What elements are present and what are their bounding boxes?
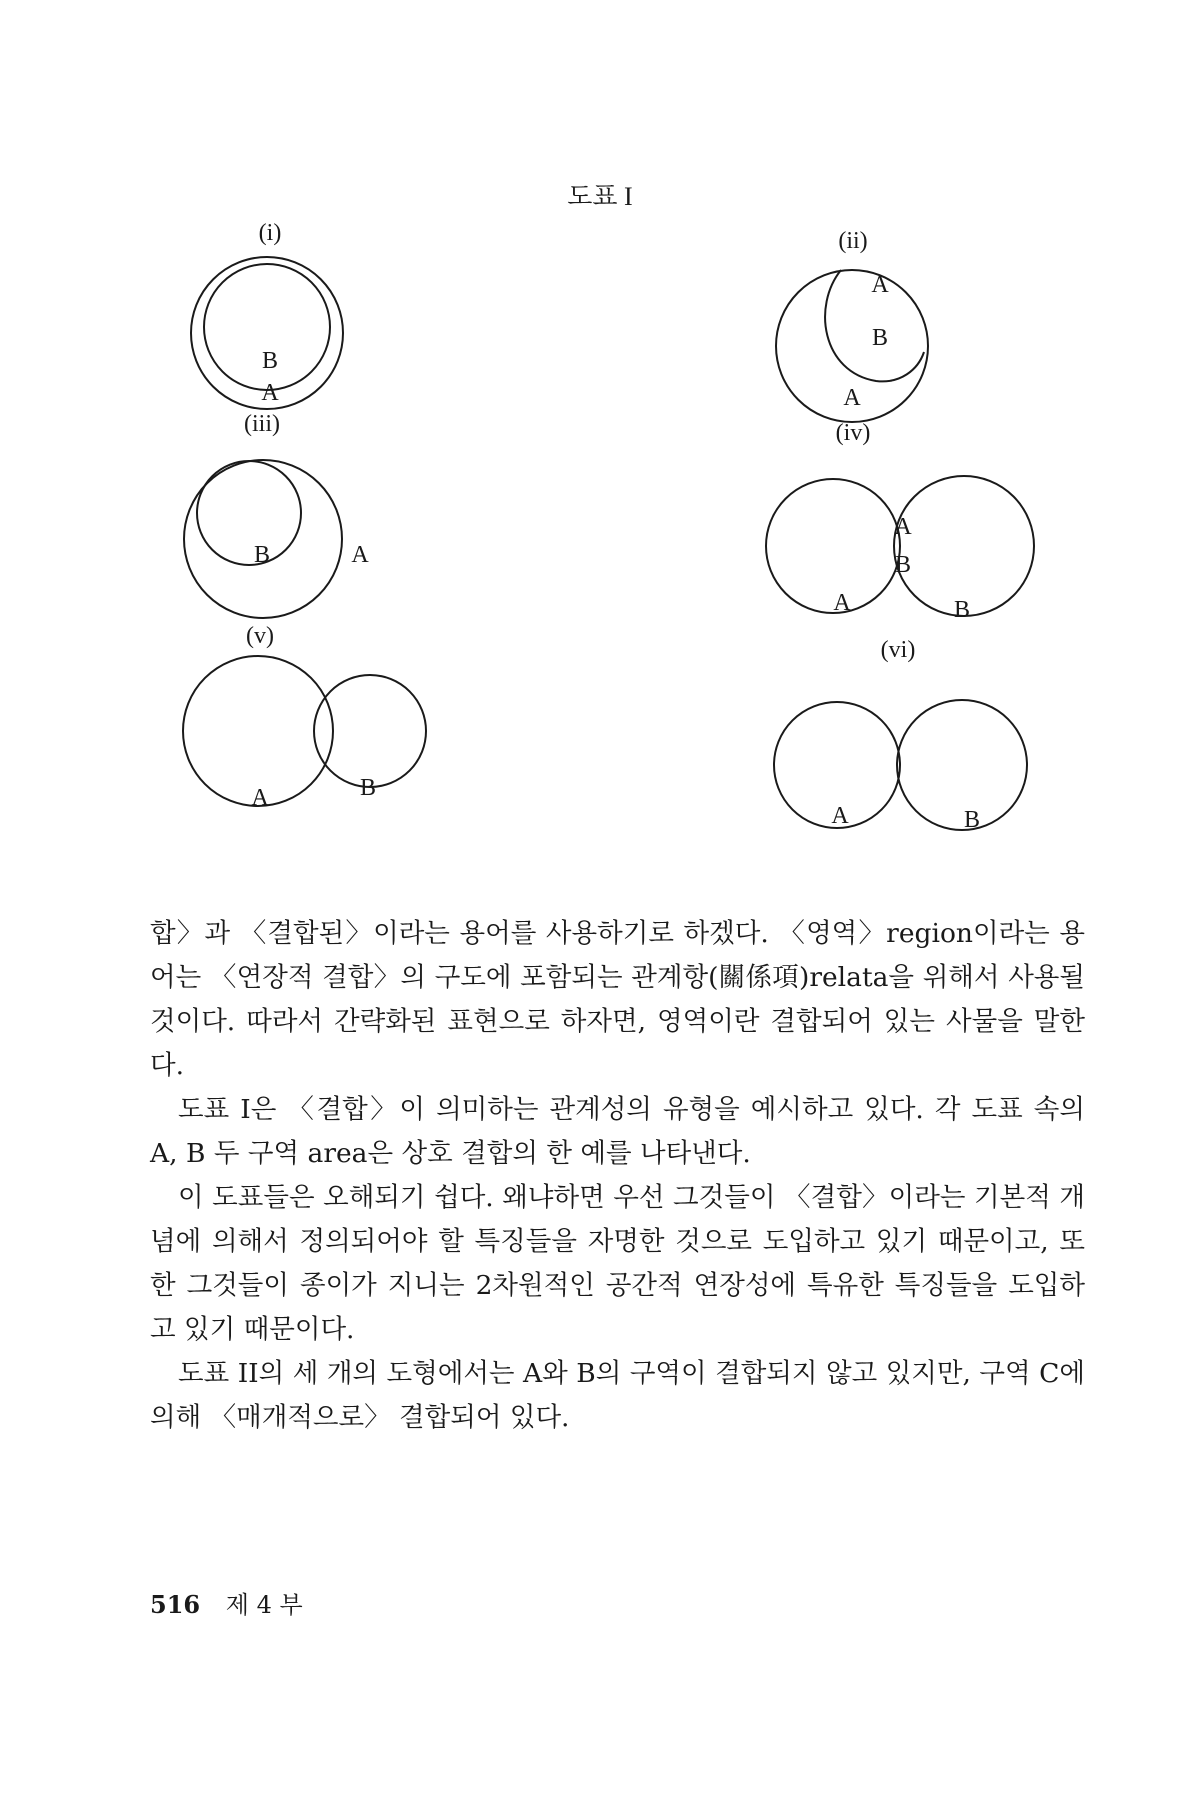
panel-vi-diagram — [774, 700, 1027, 830]
region-label: B — [253, 542, 271, 568]
panel-vi-label: (vi) — [880, 637, 916, 663]
page-number: 516 — [150, 1590, 201, 1619]
panel-i-label: (i) — [258, 220, 282, 246]
region-label: B — [871, 325, 889, 351]
figure-title: 도표 I — [567, 182, 633, 211]
body-text — [150, 912, 1085, 1440]
page-footer — [150, 1585, 303, 1620]
region-label: A — [833, 590, 851, 616]
region-label: A — [843, 385, 861, 411]
region-label: A — [251, 785, 269, 811]
region-label: B — [953, 597, 971, 623]
region-label: A — [831, 803, 849, 829]
paragraph: 합〉과 〈결합된〉이라는 용어를 사용하기로 하겠다. 〈영역〉region이라는 용어는 〈연장적 결합〉의 구도에 포함되는 관계항(關係項)relata을 위해서 사용될 것이다. 따라서 간략화된 표현으로 하자면, 영역이란 결합되어 있는 사물을 말한다. — [150, 918, 1085, 1081]
region-label: A — [261, 380, 279, 406]
panel-v-label: (v) — [246, 623, 274, 649]
region-label: B — [963, 807, 981, 833]
paragraph: 이 도표들은 오해되기 쉽다. 왜냐하면 우선 그것들이 〈결합〉이라는 기본적 개념에 의해서 정의되어야 할 특징들을 자명한 것으로 도입하고 있기 때문이고, 또한 그것들이 종이가 지니는 2차원적인 공간적 연장성에 특유한 특징들을 도입하고 있기 때문이다. — [150, 1182, 1085, 1345]
panel-ii-label: (ii) — [838, 228, 868, 254]
panel-iv-diagram — [766, 476, 1034, 616]
panel-v-diagram — [183, 656, 426, 806]
region-label: B — [359, 775, 377, 801]
region-label: A — [871, 272, 889, 298]
region-label: B — [894, 552, 912, 578]
paragraph: 도표 I은 〈결합〉이 의미하는 관계성의 유형을 예시하고 있다. 각 도표 속의 A, B 두 구역 area은 상호 결합의 한 예를 나타낸다. — [150, 1094, 1085, 1169]
region-label: A — [351, 542, 369, 568]
panel-iii-diagram — [184, 460, 342, 618]
diagram-figure — [0, 0, 1200, 880]
panel-iv-label: (iv) — [835, 420, 871, 446]
region-label: B — [261, 348, 279, 374]
paragraph: 도표 II의 세 개의 도형에서는 A와 B의 구역이 결합되지 않고 있지만, 구역 C에 의해 〈매개적으로〉 결합되어 있다. — [150, 1358, 1085, 1433]
panel-iii-label: (iii) — [244, 411, 280, 437]
region-label: A — [894, 514, 912, 540]
part-label: 제 4 부 — [225, 1591, 303, 1619]
